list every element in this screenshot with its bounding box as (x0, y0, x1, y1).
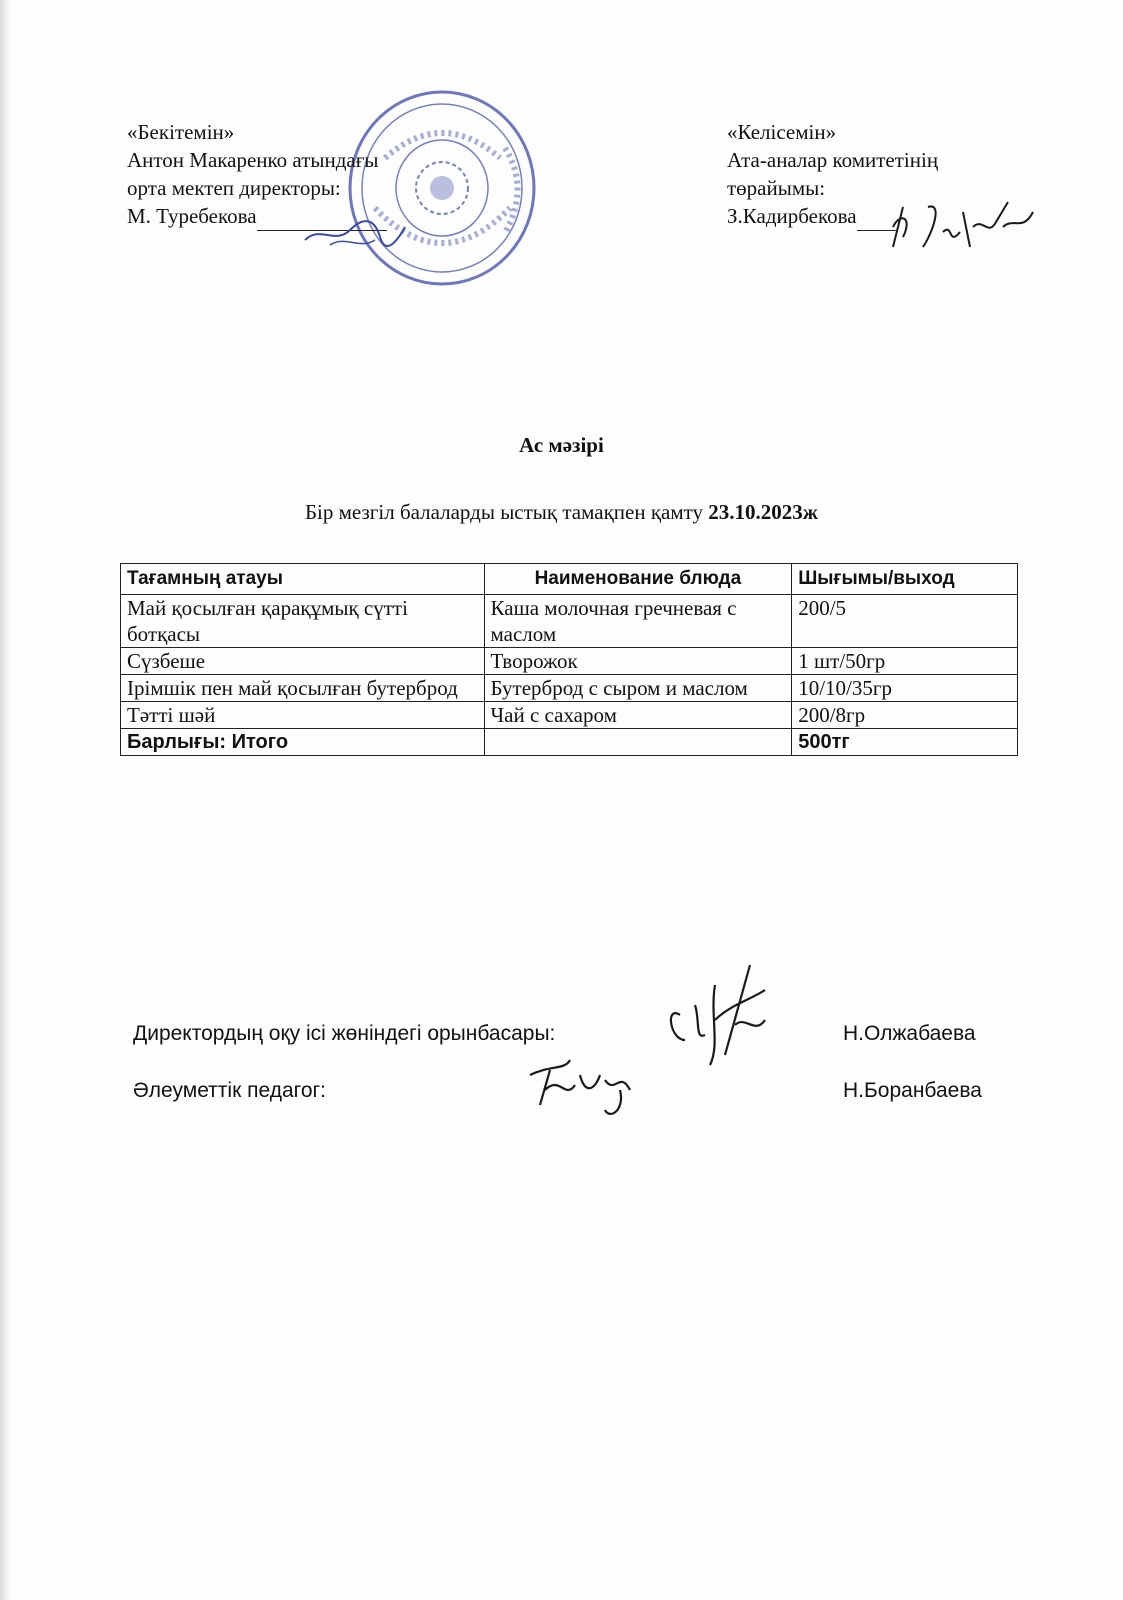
page-subtitle (0, 500, 1123, 525)
director-signature (300, 215, 410, 255)
agreement-line-2: төрайымы: (727, 176, 826, 200)
dish-kz: Тәтті шәй (121, 702, 485, 729)
column-header-kz: Тағамның атауы (121, 564, 485, 595)
agreement-label: «Келісемін» (727, 120, 837, 144)
approval-line-2: орта мектеп директоры: (127, 176, 341, 200)
social-pedagogue-name: Н.Боранбаева (843, 1079, 982, 1102)
dish-ru: Каша молочная гречневая с маслом (484, 595, 792, 648)
dish-kz: Май қосылған қарақұмық сүтті ботқасы (121, 595, 485, 648)
dish-kz: Ірімшік пен май қосылған бутерброд (121, 675, 485, 702)
deputy-director-label: Директордың оқу ісі жөніндегі орынбасары: (133, 1022, 556, 1045)
committee-chair-name: З.Кадирбекова (727, 204, 857, 228)
dish-output: 10/10/35гр (792, 675, 1018, 702)
approval-line-1: Антон Макаренко атындағы (127, 148, 379, 172)
menu-date: 23.10.2023ж (708, 500, 819, 524)
table-row (121, 675, 1018, 702)
dish-ru: Бутерброд с сыром и маслом (484, 675, 792, 702)
menu-table (120, 563, 1018, 756)
deputy-signature (655, 945, 785, 1075)
column-header-ru: Наименование блюда (484, 564, 792, 595)
total-ru (484, 729, 792, 756)
scan-edge (0, 0, 10, 1600)
director-name: М. Туребекова (127, 204, 257, 228)
total-label: Барлығы: Итого (121, 729, 485, 756)
dish-output: 200/5 (792, 595, 1018, 648)
dish-ru: Творожок (484, 648, 792, 675)
table-row (121, 648, 1018, 675)
total-value: 500тг (792, 729, 1018, 756)
page-title: Ас мәзірі (519, 433, 604, 457)
table-row (121, 702, 1018, 729)
table-header-row (121, 564, 1018, 595)
dish-kz: Сүзбеше (121, 648, 485, 675)
dish-ru: Чай с сахаром (484, 702, 792, 729)
subtitle-text: Бір мезгіл балаларды ыстық тамақпен қамту (304, 500, 709, 524)
pedagogue-signature (525, 1050, 650, 1125)
total-row (121, 729, 1018, 756)
column-header-output: Шығымы/выход (792, 564, 1018, 595)
dish-output: 1 шт/50гр (792, 648, 1018, 675)
agreement-line-1: Ата-аналар комитетінің (727, 148, 939, 172)
table-row (121, 595, 1018, 648)
social-pedagogue-label: Әлеуметтік педагог: (133, 1079, 326, 1102)
chair-signature (888, 192, 1038, 262)
dish-output: 200/8гр (792, 702, 1018, 729)
deputy-director-name: Н.Олжабаева (843, 1022, 976, 1045)
approval-label: «Бекітемін» (127, 120, 235, 144)
